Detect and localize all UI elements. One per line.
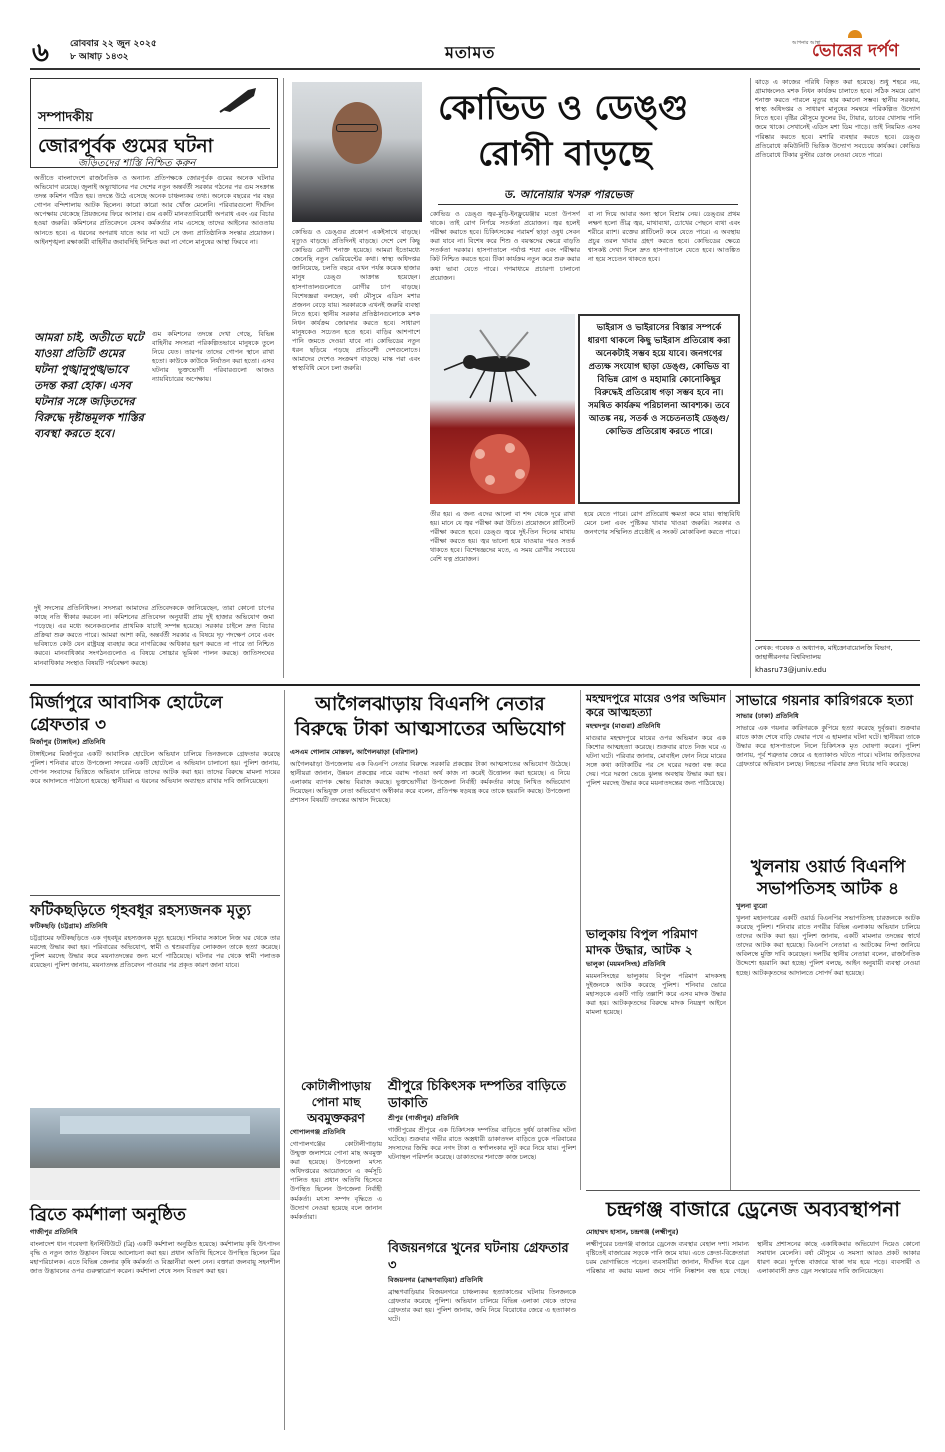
op-ed-image <box>430 314 575 504</box>
news-byline: এসএম গোলাম মোস্তফা, আগৈলঝাড়া (বরিশাল) <box>290 748 419 756</box>
news-headline: শ্রীপুরে চিকিৎসক দম্পতির বাড়িতে ডাকাতি <box>388 1079 566 1111</box>
news-body: চট্টগ্রামের ফটিকছড়িতে এক গৃহবধূর রহস্যজনক মৃত্যু হয়েছে। শনিবার সকালে নিজ ঘর থেকে তার মরদেহ উদ্ধার করা হয়। পরিবারের অভিযোগ, স্বামী ও শ্বশুরবাড়ির লোকজন তাকে হত্যা করেছে। পুলিশ মরদেহ উদ্ধার করে ময়নাতদন্তের জন্য মর্গে পাঠিয়েছে। ঘটনার পর থেকে স্বামী পলাতক রয়েছেন। পুলিশ জানায়, ময়নাতদন্ত প্রতিবেদন পাওয়ার পর প্রকৃত কারণ জানা যাবে। <box>30 934 280 970</box>
page-number: ৬ <box>32 38 49 68</box>
brand-logo <box>790 30 920 68</box>
editorial-subhead: জড়িতদের শাস্তি নিশ্চিত করুন <box>78 158 196 169</box>
editorial-label: সম্পাদকীয় <box>38 110 93 125</box>
workshop-photo <box>30 1108 280 1200</box>
brand-tagline: আপনার আস্থা <box>792 40 821 46</box>
mosquito-icon <box>440 324 560 404</box>
author-bio-rule <box>755 640 920 641</box>
editorial-headline: জোরপূর্বক গুমের ঘটনা <box>38 135 214 157</box>
news-body: ব্রাহ্মণবাড়িয়ার বিজয়নগরে চাঞ্চল্যকর হত্যাকাণ্ডের ঘটনায় তিনজনকে গ্রেফতার করেছে পুলিশ। অভিযান চালিয়ে বিভিন্ন এলাকা থেকে তাদের গ্রেফতার করা হয়। পুলিশ জানায়, জমি নিয়ে বিরোধের জেরে এ হত্যাকাণ্ড ঘটে। <box>388 1288 576 1324</box>
news-headline: কোটালীপাড়ায় পোনা মাছ অবমুক্তকরণ <box>301 1079 371 1125</box>
news-body: গোপালগঞ্জের কোটালীপাড়ায় উন্মুক্ত জলাশয়ে পোনা মাছ অবমুক্ত করা হয়েছে। উপজেলা মৎস্য অধিদপ্তরের আয়োজনে এ কর্মসূচি পালিত হয়। প্রধান অতিথি হিসেবে উপস্থিত ছিলেন উপজেলা নির্বাহী কর্মকর্তা। মৎস্য সম্পদ বৃদ্ধিতে এ উদ্যোগ নেওয়া হয়েছে বলে জানান কর্মকর্তারা। <box>290 1140 382 1221</box>
news-story-chandraganj <box>586 1196 920 1432</box>
column-divider <box>750 78 751 678</box>
op-ed <box>288 78 748 678</box>
op-ed-col-3: বা না দিয়ে আবার অন্য স্থানে বিশ্রাম নেয়। ডেঙ্গুর প্রথম লক্ষণ হলো তীব্র জ্বর, মাথাব্যথা, চোখের পেছনে ব্যথা এবং শরীরে র‍্যাশ। রক্তের প্লাটিলেট কমে যেতে পারে। এ অবস্থায় প্রচুর তরল খাবার গ্রহণ করতে হবে। কোভিডের ক্ষেত্রে শ্বাসকষ্ট দেখা দিলে দ্রুত হাসপাতালে যেতে হবে। আতঙ্কিত না হয়ে সচেতন থাকতে হবে। <box>588 210 740 264</box>
editorial-body-3: দুই সদস্যের প্রতিনিধিদল। সদস্যরা আমাদের প্রতিবেদককে জানিয়েছেন, তারা কোনো চাপের কাছে নতি স্বীকার করবেন না। কমিশনের প্রতিবেদন অনুযায়ী প্রায় দুই হাজার অভিযোগ জমা পড়েছে। এর মধ্যে অনেকগুলোর প্রাথমিক যাচাই সম্পন্ন হয়েছে। সরকার চাইলে দ্রুত বিচার প্রক্রিয়া শুরু করতে পারে। আমরা আশা করি, অন্তর্বর্তী সরকার এ বিষয়ে দৃঢ় পদক্ষেপ নেবে এবং ভবিষ্যতে কেউ যেন রাষ্ট্রযন্ত্র ব্যবহার করে নাগরিকের অধিকার হরণ করতে না পারে তা নিশ্চিত করবে। মানবাধিকার সংগঠনগুলোও এ বিষয়ে সোচ্চার ভূমিকা পালন করছে। জাতিসংঘের মানবাধিকার সংস্থাও বিষয়টি পর্যবেক্ষণ করছে। <box>34 604 274 667</box>
editorial <box>30 78 278 678</box>
news-headline: সাভারে গয়নার কারিগরকে হত্যা <box>736 693 914 709</box>
news-story-khulna <box>736 856 920 1186</box>
news-body: ময়মনসিংহের ভালুকায় বিপুল পরিমাণ মাদকসহ দুইজনকে আটক করেছে পুলিশ। শনিবার ভোরে মহাসড়কে একটি গাড়ি তল্লাশি করে এসব মাদক উদ্ধার করা হয়। আটককৃতদের বিরুদ্ধে মাদক নিয়ন্ত্রণ আইনে মামলা হয়েছে। <box>586 972 726 1017</box>
story-rule <box>30 895 280 896</box>
news-story-savar <box>736 692 920 852</box>
op-ed-continued <box>755 78 920 678</box>
news-body: গাজীপুরের শ্রীপুরে এক চিকিৎসক দম্পতির বাড়িতে দুর্ধর্ষ ডাকাতির ঘটনা ঘটেছে। শুক্রবার গভীর রাতে অস্ত্রধারী ডাকাতদল বাড়িতে ঢুকে পরিবারের সদস্যদের জিম্মি করে নগদ টাকা ও স্বর্ণালংকার লুট করে নিয়ে যায়। পুলিশ ঘটনাস্থল পরিদর্শন করেছে। ডাকাতদের শনাক্তে কাজ চলছে। <box>388 1126 576 1162</box>
news-story-bri <box>30 1204 280 1424</box>
news-story-agailjhara <box>290 692 570 1072</box>
news-byline: সাভার (ঢাকা) প্রতিনিধি <box>736 712 799 720</box>
news-byline: মহম্মদপুর (মাগুরা) প্রতিনিধি <box>586 722 661 730</box>
news-story-bhaluka <box>586 926 726 1056</box>
news-headline: চন্দ্রগঞ্জ বাজারে ড্রেনেজ অব্যবস্থাপনা <box>605 1197 901 1221</box>
brand-name: ভোরের দর্পণ <box>812 41 899 61</box>
news-body: বাংলাদেশ ধান গবেষণা ইনস্টিটিউটে (ব্রি) একটি কর্মশালা অনুষ্ঠিত হয়েছে। কর্মশালায় কৃষি উৎপাদন বৃদ্ধি ও নতুন জাত উদ্ভাবন বিষয়ে আলোচনা করা হয়। প্রধান অতিথি হিসেবে উপস্থিত ছিলেন ব্রির মহাপরিচালক। এতে বিভিন্ন জেলার কৃষি কর্মকর্তা ও বিজ্ঞানীরা অংশ নেন। বক্তারা জলবায়ু সহনশীল জাত উদ্ভাবনের ওপর গুরুত্বারোপ করেন। কর্মশালা শেষে সনদ বিতরণ করা হয়। <box>30 1240 280 1276</box>
news-byline: শ্রীপুর (গাজীপুর) প্রতিনিধি <box>388 1114 459 1122</box>
news-body: মাগুরার মহম্মদপুরে মায়ের ওপর অভিমান করে এক কিশোর আত্মহত্যা করেছে। শুক্রবার রাতে নিজ ঘরে এ ঘটনা ঘটে। পরিবার জানায়, মোবাইল ফোন নিয়ে মায়ের সঙ্গে কথা কাটাকাটির পর সে ঘরের দরজা বন্ধ করে দেয়। পরে দরজা ভেঙে ঝুলন্ত অবস্থায় উদ্ধার করা হয়। পুলিশ মরদেহ উদ্ধার করে ময়নাতদন্তের জন্য পাঠিয়েছে। <box>586 734 726 788</box>
news-byline: গোপালগঞ্জ প্রতিনিধি <box>290 1128 346 1136</box>
author-email: khasru73@juniv.edu <box>755 666 827 674</box>
masthead <box>30 30 920 72</box>
editorial-pullquote: আমরা চাই, অতীতে ঘটে যাওয়া প্রতিটি গুমের ঘটনা পুঙ্খানুপুঙ্খভাবে তদন্ত করা হোক। এসব ঘটনার সঙ্গে জড়িতদের বিরুদ্ধে দৃষ্টান্তমূলক শাস্তির ব্যবস্থা করতে হবে। <box>34 331 144 440</box>
news-body: খুলনা মহানগরের একটি ওয়ার্ড বিএনপির সভাপতিসহ চারজনকে আটক করেছে পুলিশ। শনিবার রাতে নগরীর বিভিন্ন এলাকায় অভিযান চালিয়ে তাদের আটক করা হয়। পুলিশ জানায়, একটি মামলার তদন্তের স্বার্থে তাদের আটক করা হয়েছে। বিএনপি নেতারা এ আটকের নিন্দা জানিয়ে অবিলম্বে মুক্তি দাবি করেছেন। দলটির স্থানীয় নেতারা বলেন, রাজনৈতিক উদ্দেশ্যে হয়রানি করা হচ্ছে। পুলিশ বলছে, আইন অনুযায়ী ব্যবস্থা নেওয়া হচ্ছে। আটককৃতদের আদালতে সোপর্দ করা হয়েছে। <box>736 914 920 977</box>
news-body: টাঙ্গাইলের মির্জাপুরে একটি আবাসিক হোটেলে অভিযান চালিয়ে তিনজনকে গ্রেফতার করেছে পুলিশ। শনিবার রাতে উপজেলা সদরের একটি হোটেলে এ অভিযান চালানো হয়। পুলিশ জানায়, গোপন সংবাদের ভিত্তিতে অভিযান চালিয়ে তাদের আটক করা হয়। তাদের বিরুদ্ধে মামলা দায়ের করে আদালতে পাঠানো হয়েছে। স্থানীয়রা এ ধরনের অভিযান অব্যাহত রাখার দাবি জানিয়েছেন। <box>30 750 280 786</box>
news-body: লক্ষ্মীপুরের চন্দ্রগঞ্জ বাজারে ড্রেনেজ ব্যবস্থার বেহাল দশা। সামান্য বৃষ্টিতেই বাজারের সড়কে পানি জমে যায়। এতে ক্রেতা-বিক্রেতারা চরম ভোগান্তিতে পড়েন। ব্যবসায়ীরা জানান, দীর্ঘদিন ধরে ড্রেন পরিষ্কার না করায় ময়লা জমে পানি নিষ্কাশন বন্ধ হয়ে গেছে। স্থানীয় প্রশাসনের কাছে একাধিকবার অভিযোগ দিয়েও কোনো সমাধান মেলেনি। বর্ষা মৌসুমে এ সমস্যা আরও প্রকট আকার ধারণ করে। দুর্গন্ধে বাজারে থাকা দায় হয়ে পড়ে। ব্যবসায়ী ও এলাকাবাসী দ্রুত ড্রেন সংস্কারের দাবি জানিয়েছেন। <box>586 1240 920 1276</box>
author-photo-face <box>332 102 382 164</box>
column-divider <box>730 690 731 1190</box>
news-story-mirzapur <box>30 692 280 892</box>
author-bio: লেখক: গবেষক ও অধ্যাপক, মাইক্রোবায়োলজি বিভাগ, জাহাঙ্গীরনগর বিশ্ববিদ্যালয় <box>755 644 893 661</box>
column-divider <box>580 690 581 1190</box>
news-byline: মির্জাপুর (টাঙ্গাইল) প্রতিনিধি <box>30 738 106 746</box>
op-ed-callout-box <box>578 314 740 504</box>
op-ed-col-1: কোভিড ও ডেঙ্গুর প্রকোপ একইসাথে বাড়ছে। মৃত্যুও বাড়ছে। প্রতিদিনই বাড়ছে। দেশে বেশ কিছু কোভিড রোগী শনাক্ত হয়েছে। আমরা ইতোমধ্যে জেনেছি নতুন ভেরিয়েন্টের কথা। স্বাস্থ্য অধিদপ্তর জানিয়েছে, চলতি বছরে এখন পর্যন্ত কয়েক হাজার মানুষ ডেঙ্গু আক্রান্ত হয়েছেন। হাসপাতালগুলোতে রোগীর চাপ বাড়ছে। বিশেষজ্ঞরা বলছেন, বর্ষা মৌসুমে এডিস মশার প্রজনন বেড়ে যায়। সরকারকে এখনই জরুরি ব্যবস্থা নিতে হবে। স্থানীয় সরকার প্রতিষ্ঠানগুলোকে মশক নিধন কার্যক্রম জোরদার করতে হবে। সাধারণ মানুষকেও সচেতন হতে হবে। বাড়ির আশপাশে পানি জমতে দেওয়া যাবে না। কোভিডের নতুন ধরন ছড়িয়ে পড়ছে প্রতিবেশী দেশগুলোতে। আমাদের দেশেও সংক্রমণ বাড়ছে। মাস্ক পরা এবং স্বাস্থ্যবিধি মেনে চলা জরুরি। <box>292 228 420 373</box>
op-ed-headline-line2: রোগী বাড়ছে <box>478 134 652 174</box>
op-ed-headline-line1: কোভিড ও ডেঙ্গু <box>438 88 689 128</box>
story-rule <box>586 1190 920 1191</box>
news-headline: আগৈলঝাড়ায় বিএনপি নেতার বিরুদ্ধে টাকা আত্মসাতের অভিযোগ <box>294 693 566 740</box>
news-story-kotalipara <box>290 1078 382 1418</box>
news-headline: মহম্মদপুরে মায়ের ওপর অভিমান করে আত্মহত্যা <box>586 692 726 719</box>
fountain-pen-icon <box>218 84 262 114</box>
column-divider <box>283 78 284 678</box>
sun-logo-icon <box>848 30 862 38</box>
masthead-rule <box>30 68 920 70</box>
news-headline: ব্রিতে কর্মশালা অনুষ্ঠিত <box>30 1205 186 1225</box>
op-ed-lower-col-1: তীর হয়। এ জন্য এদের আলো বা শব্দ থেকে দূরে রাখা হয়। মানে যে জ্বর পরীক্ষা করা উচিত। প্রয়োজনে প্লাটিলেট পরীক্ষা করতে হবে। ডেঙ্গু জ্বরে দুই-তিন দিনের মাথায় পরীক্ষা করতে হয়। জ্বর ভালো হয়ে যাওয়ার পরও সতর্ক থাকতে হবে। বিশেষজ্ঞদের মতে, এ সময় রোগীর সবচেয়ে বেশি যত্ন প্রয়োজন। <box>430 510 575 564</box>
news-headline: খুলনায় ওয়ার্ড বিএনপি সভাপতিসহ আটক ৪ <box>750 857 906 899</box>
news-body: আগৈলঝাড়া উপজেলায় এক বিএনপি নেতার বিরুদ্ধে সরকারি প্রকল্পের টাকা আত্মসাতের অভিযোগ উঠেছে। স্থানীয়রা জানান, উন্নয়ন প্রকল্পের নামে বরাদ্দ পাওয়া অর্থ কাজ না করেই উত্তোলন করা হয়েছে। এ নিয়ে এলাকায় ব্যাপক ক্ষোভ বিরাজ করছে। ভুক্তভোগীরা উপজেলা নির্বাহী কর্মকর্তার কাছে লিখিত অভিযোগ দিয়েছেন। অভিযুক্ত নেতা অভিযোগ অস্বীকার করে বলেন, প্রতিপক্ষ ষড়যন্ত্র করে তাকে হয়রানি করছে। উপজেলা প্রশাসন বিষয়টি তদন্তের আশ্বাস দিয়েছে। <box>290 760 570 805</box>
section-rule <box>30 684 920 686</box>
news-body: সাভারে এক গয়নার কারিগরকে কুপিয়ে হত্যা করেছে দুর্বৃত্তরা। শুক্রবার রাতে কাজ শেষে বাড়ি ফেরার পথে এ হামলার ঘটনা ঘটে। স্থানীয়রা তাকে উদ্ধার করে হাসপাতালে নিলে চিকিৎসক মৃত ঘোষণা করেন। পুলিশ জানায়, পূর্ব শত্রুতার জেরে এ হত্যাকাণ্ড ঘটতে পারে। ঘটনায় জড়িতদের গ্রেফতারে অভিযান চলছে। নিহতের পরিবার দ্রুত বিচার দাবি করেছে। <box>736 724 920 769</box>
news-byline: খুলনা ব্যুরো <box>736 902 768 910</box>
workshop-photo-table <box>30 1168 280 1200</box>
op-ed-callout-text: ভাইরাস ও ভাইরাসের বিস্তার সম্পর্কে ধারণা থাকলে কিছু ভাইরাস প্রতিরোধ করা অনেকটাই সম্ভব হয়ে যাবে। জনগণের প্রত্যক্ষ সংযোগ ছাড়া ডেঙ্গু, কোভিড বা বিভিন্ন রোগ ও মহামারি কোনোকিছুর বিরুদ্ধেই প্রতিরোধ গড়া সম্ভব হবে না। সমন্বিত কার্যক্রম পরিচালনা আবশ্যক। তবে আতঙ্ক নয়, সতর্ক ও সচেতনতাই ডেঙ্গু/কোভিড প্রতিরোধ করতে পারে। <box>587 323 731 437</box>
news-headline: ফটিকছড়িতে গৃহবধূর রহস্যজনক মৃত্যু <box>30 901 251 919</box>
editorial-body-2: গুম কমিশনের তদন্তে দেখা গেছে, বিভিন্ন বাহিনীর সদস্যরা পরিকল্পিতভাবে মানুষকে তুলে নিয়ে যেত। তারপর তাদের গোপন স্থানে রাখা হতো। কাউকে কাউকে নির্যাতন করা হতো। এসব ঘটনার ভুক্তভোগী পরিবারগুলো আজও ন্যায়বিচারের অপেক্ষায়। <box>152 330 274 384</box>
news-story-fatikchhari <box>30 900 280 1100</box>
news-byline: বিজয়নগর (ব্রাহ্মণবাড়িয়া) প্রতিনিধি <box>388 1276 483 1284</box>
op-ed-col-2: কোভিড ও ডেঙ্গু জ্বর-মুড়ি-ইনফ্লুয়েঞ্জার মতো উপসর্গ থাকে। তাই রোগ নির্ণয়ে সতর্কতা প্রয়োজন। জ্বর হলেই পরীক্ষা করাতে হবে। চিকিৎসকের পরামর্শ ছাড়া ওষুধ সেবন করা যাবে না। বিশেষ করে শিশু ও বয়স্কদের ক্ষেত্রে বাড়তি সতর্কতা দরকার। হাসপাতালে পর্যাপ্ত শয্যা এবং পরীক্ষার কিট নিশ্চিত করতে হবে। টিকা কার্যক্রম নতুন করে শুরু করার কথা ভাবা যেতে পারে। গণমাধ্যমে প্রচারণা চালানো প্রয়োজন। <box>430 210 580 282</box>
news-headline: বিজয়নগরে খুনের ঘটনায় গ্রেফতার ৩ <box>388 1241 569 1273</box>
date-line-2: ৮ আষাঢ় ১৪৩২ <box>70 52 129 62</box>
op-ed-author: ড. আনোয়ার খসরু পারভেজ <box>504 188 633 201</box>
op-ed-col-4: ঝাড়ে এ কাজের পরিধি বিস্তৃত করা হয়েছে। শুধু শহরে নয়, গ্রামাঞ্চলেও মশক নিধন কার্যক্রম চালাতে হবে। সঠিক সময়ে রোগ শনাক্ত করতে পারলে মৃত্যুর হার কমানো সম্ভব। স্থানীয় সরকার, স্বাস্থ্য অধিদপ্তর ও সাধারণ মানুষের সমন্বয়ে পরিকল্পিত উদ্যোগ নিতে হবে। বৃষ্টির মৌসুমে ফুলের টব, টায়ার, ডাবের খোসায় পানি জমে থাকে। সেখানেই এডিস মশা ডিম পাড়ে। তাই নিয়মিত এসব পরিষ্কার করতে হবে। মশারি ব্যবহার করতে হবে। ডেঙ্গু প্রতিরোধে কমিউনিটি ভিত্তিক উদ্যোগ সবচেয়ে কার্যকর। কোভিড প্রতিরোধে টিকার বুস্টার ডোজ নেওয়া যেতে পারে। <box>755 78 920 159</box>
virus-icon <box>450 424 550 504</box>
date-line-1: রোববার ২২ জুন ২০২৫ <box>70 39 157 49</box>
news-story-bijoynagar <box>388 1240 576 1430</box>
news-byline: গাজীপুর প্রতিনিধি <box>30 1228 78 1236</box>
news-headline: মির্জাপুরে আবাসিক হোটেলে গ্রেফতার ৩ <box>30 693 223 735</box>
op-ed-lower-col-2: হয়ে যেতে পারে। রোগ প্রতিরোধ ক্ষমতা কমে যায়। স্বাস্থ্যবিধি মেনে চলা এবং পুষ্টিকর খাবার খাওয়া জরুরি। সরকার ও জনগণের সম্মিলিত প্রচেষ্টাই এ সংকট মোকাবিলা করতে পারে। <box>584 510 740 537</box>
op-ed-author-rule <box>438 204 738 205</box>
news-byline: ভালুকা (ময়মনসিংহ) প্রতিনিধি <box>586 960 666 968</box>
news-byline: মোহাম্মদ হাসান, চন্দ্রগঞ্জ (লক্ষ্মীপুর) <box>586 1228 679 1236</box>
editorial-label-rule <box>38 128 270 129</box>
news-story-sreepur <box>388 1078 576 1238</box>
news-headline: ভালুকায় বিপুল পরিমাণ মাদক উদ্ধার, আটক ২ <box>586 927 698 957</box>
column-divider <box>284 690 285 1430</box>
news-story-mohammadpur <box>586 692 726 922</box>
section-title: মতামত <box>445 43 496 62</box>
author-photo-glasses <box>336 124 378 132</box>
workshop-photo-banner <box>60 1116 250 1134</box>
news-byline: ফটিকছড়ি (চট্টগ্রাম) প্রতিনিধি <box>30 922 108 930</box>
author-photo <box>292 82 422 222</box>
editorial-body-1: অতীতে বাংলাদেশে রাজনৈতিক ও অন্যান্য প্রতিপক্ষকে জোরপূর্বক গুমের অনেক ঘটনার অভিযোগ রয়েছে। জুলাই অভ্যুত্থানের পর দেশের নতুন অন্তর্বর্তী সরকার গঠনের পর গুম সংক্রান্ত তদন্ত কমিশন গঠিত হয়। তদন্তে উঠে এসেছে অনেক চাঞ্চল্যকর তথ্য। অনেকে বছরের পর বছর গোপন বন্দিশালায় আটক ছিলেন। কারো কারো আর খোঁজ মেলেনি। পরিবারগুলো দীর্ঘদিন অপেক্ষায় থেকেছে প্রিয়জনের ফিরে আসার। গুম একটি মানবতাবিরোধী অপরাধ এবং এর বিচার হওয়া জরুরি। কমিশনের প্রতিবেদনে যেসব কর্মকর্তার নাম এসেছে তাদের আইনের আওতায় আনতে হবে। এ ধরনের অপরাধ যাতে আর না ঘটে সে জন্য প্রাতিষ্ঠানিক সংস্কার প্রয়োজন। আইনশৃঙ্খলা রক্ষাকারী বাহিনীর জবাবদিহি নিশ্চিত করা না গেলে মানুষের আস্থা ফিরবে না। <box>34 174 274 246</box>
